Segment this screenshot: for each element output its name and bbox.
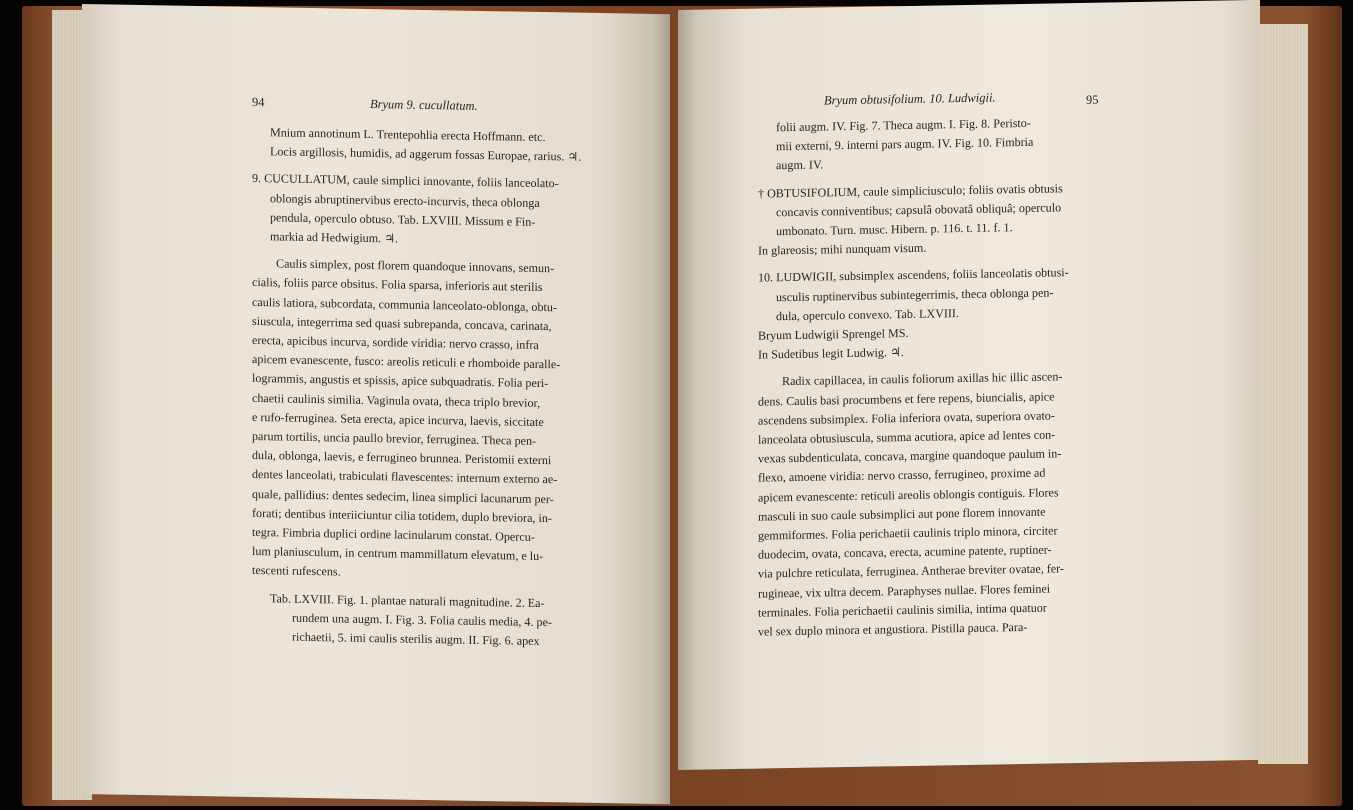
text-line: dentes lanceolati, trabiculati flavescentes: internum externo ae- xyxy=(252,467,558,487)
text-line: pendula, operculo obtuso. Tab. LXVIII. Missum e Fin- xyxy=(270,210,536,229)
text-line: cialis, foliis parce obsitus. Folia sparsa, inferioris aut sterilis xyxy=(252,275,543,295)
right-body xyxy=(758,111,1182,642)
text-line: via pulchre reticulata, ferruginea. Antherae breviter ovatae, fer- xyxy=(758,561,1064,582)
text-line: vel sex duplo minora et angustiora. Pistilla pauca. Para- xyxy=(758,619,1028,639)
text-line: Caulis simplex, post florem quandoque innovans, semun- xyxy=(276,256,555,276)
left-body xyxy=(252,123,670,654)
text-line: tegra. Fimbria duplici ordine lacinularum constat. Opercu- xyxy=(252,525,535,544)
left-page xyxy=(82,4,670,804)
text-line: gemmiformes. Folia perichaetii caulinis triplo minora, circiter xyxy=(758,523,1058,543)
text-line: concavis conniventibus; capsulâ obovatâ obliquâ; operculo xyxy=(776,200,1062,220)
text-line: lanceolata obtusiuscula, summa acutiora, apice ad lentes con- xyxy=(758,427,1056,447)
text-line: augm. IV. xyxy=(776,157,824,173)
text-line: Tab. LXVIII. Fig. 1. plantae naturali magnitudine. 2. Ea- xyxy=(270,590,545,610)
text-line: markia ad Hedwigium. ♃. xyxy=(270,229,399,246)
text-line: In glareosis; mihi nunquam visum. xyxy=(758,240,927,258)
text-line: umbonato. Turn. musc. Hibern. p. 116. t. 11. f. 1. xyxy=(776,220,1013,239)
text-line: dula, oblonga, laevis, e ferrugineo brunnea. Peristomii externi xyxy=(252,448,552,468)
text-line: parum tortilis, uncia paullo brevior, ferruginea. Theca pen- xyxy=(252,429,537,448)
text-line: caulis latiora, subcordata, communia lanceolato-oblonga, obtu- xyxy=(252,294,557,314)
text-line: Radix capillacea, in caulis foliorum axillas hic illic ascen- xyxy=(782,369,1063,389)
text-line: rundem una augm. I. Fig. 3. Folia caulis media, 4. pe- xyxy=(292,610,552,630)
text-line: tescenti rufescens. xyxy=(252,563,341,579)
text-line: mii externi, 9. interni pars augm. IV. Fig. 10. Fimbria xyxy=(776,134,1034,154)
text-line: apicem evanescente, fusco: areolis reticuli e rhomboide paralle- xyxy=(252,352,561,372)
left-running-head xyxy=(82,92,670,120)
right-running-title: Bryum obtusifolium. 10. Ludwigii. xyxy=(824,90,996,108)
text-line: folii augm. IV. Fig. 7. Theca augm. I. Fig. 8. Peristo- xyxy=(776,115,1031,135)
text-line: lum planiusculum, in centrum mammillatum elevatum, e lu- xyxy=(252,544,544,564)
text-line: 10. LUDWIGII, subsimplex ascendens, foliis lanceolatis obtusi- xyxy=(758,265,1069,286)
text-line: chaetii caulinis similia. Vaginula ovata, theca triplo brevior, xyxy=(252,390,541,410)
text-line: forati; dentibus interiiciuntur cilia totidem, duplo breviora, in- xyxy=(252,505,552,526)
right-page-edges xyxy=(1258,24,1308,764)
text-line: dula, operculo convexo. Tab. LXVIII. xyxy=(776,305,959,324)
text-line: apicem evanescente: reticuli areolis oblongis contiguis. Flores xyxy=(758,485,1059,505)
text-line: erecta, apicibus incurva, sordide viridia: nervo crasso, infra xyxy=(252,332,539,353)
text-line: dens. Caulis basi procumbens et fere repens, biuncialis, apice xyxy=(758,389,1055,409)
text-line: 9. CUCULLATUM, caule simplici innovante, foliis lanceolato- xyxy=(252,171,559,191)
text-line: richaetii, 5. imi caulis sterilis augm. II. Fig. 6. apex xyxy=(292,629,540,649)
text-line: usculis ruptinervibus subintegerrimis, theca oblonga pen- xyxy=(776,285,1054,304)
right-running-head xyxy=(678,86,1260,114)
text-line: ascendens subsimplex. Folia inferiora ovata, superiora ovato- xyxy=(758,408,1055,428)
text-line: siuscula, integerrima sed quasi subrepanda, concava, carinata, xyxy=(252,313,552,334)
text-line: duodecim, ovata, concava, erecta, acumine patente, ruptiner- xyxy=(758,542,1052,562)
text-line: flexo, amoene viridia: nervo crasso, ferrugineo, proxime ad xyxy=(758,466,1046,486)
text-line: Bryum Ludwigii Sprengel MS. xyxy=(758,326,909,343)
text-line: e rufo-ferruginea. Seta erecta, apice incurva, laevis, siccitate xyxy=(252,409,544,429)
text-line: quale, pallidius: dentes sedecim, linea simplici lacunarum per- xyxy=(252,486,554,506)
text-line: logrammis, angustis et spissis, apice subquadratis. Folia peri- xyxy=(252,371,549,391)
left-page-number: 94 xyxy=(252,94,265,110)
text-line: rugineae, vix ultra decem. Paraphyses nullae. Flores feminei xyxy=(758,581,1051,601)
text-line: terminales. Folia perichaetii caulinis similia, intima quatuor xyxy=(758,600,1047,620)
text-line: vexas subdenticulata, concava, margine quandoque paulum in- xyxy=(758,446,1062,466)
right-page-number: 95 xyxy=(1086,92,1099,107)
text-line: In Sudetibus legit Ludwig. ♃. xyxy=(758,345,904,362)
text-line: Mnium annotinum L. Trentepohlia erecta Hoffmann. etc. xyxy=(270,125,546,145)
text-line: Locis argillosis, humidis, ad aggerum fossas Europae, rarius. ♃. xyxy=(270,144,582,164)
left-running-title: Bryum 9. cucullatum. xyxy=(370,97,478,113)
text-line: masculi in suo caule subsimplici aut pone florem innovante xyxy=(758,504,1046,524)
text-line: oblongis abruptinervibus erecto-incurvis, theca oblonga xyxy=(270,190,540,210)
text-line: † OBTUSIFOLIUM, caule simpliciusculo; foliis ovatis obtusis xyxy=(758,180,1063,201)
right-page xyxy=(678,0,1260,770)
